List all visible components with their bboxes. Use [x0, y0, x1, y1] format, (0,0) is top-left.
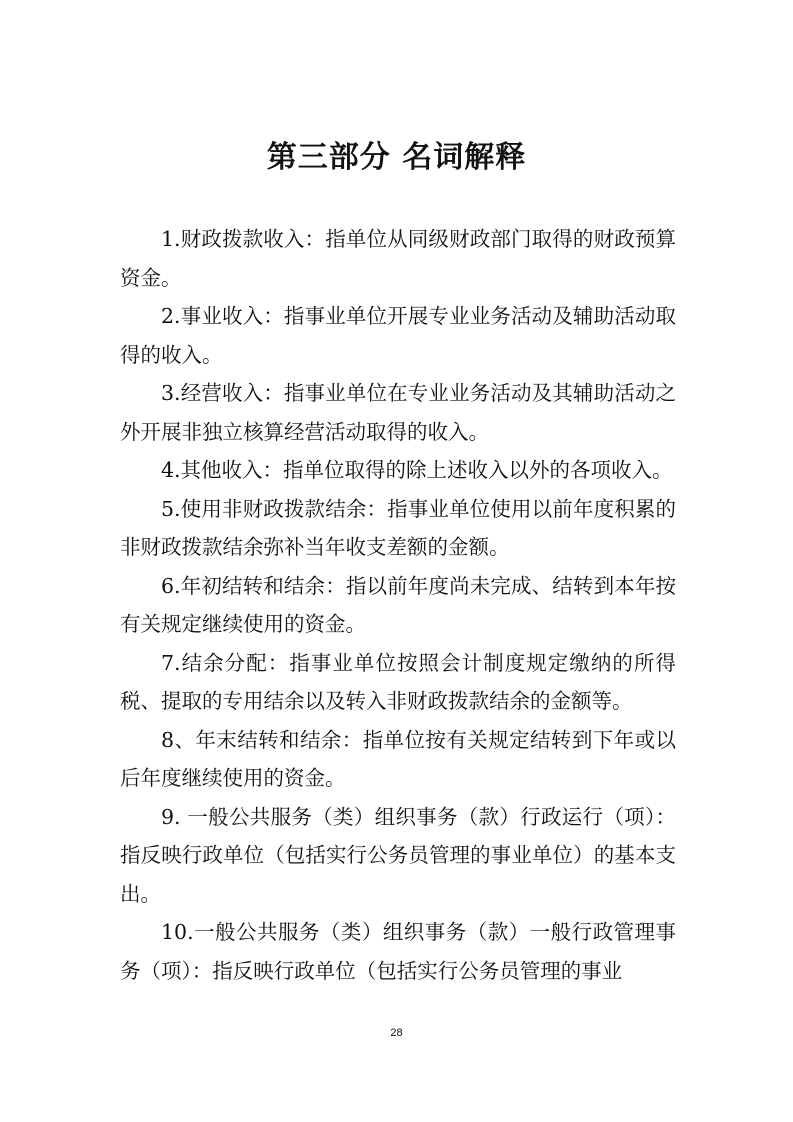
definition-item-9: 9. 一般公共服务（类）组织事务（款）行政运行（项）：指反映行政单位（包括实行公务员管理的事业单位）的基本支出。 [120, 804, 676, 906]
definition-item-7: 7.结余分配：指事业单位按照会计制度规定缴纳的所得税、提取的专用结余以及转入非财政拨款结余的金额等。 [120, 650, 676, 713]
page-number: 28 [390, 1027, 403, 1039]
definition-item-1: 1.财政拨款收入：指单位从同级财政部门取得的财政预算资金。 [120, 227, 676, 290]
definition-item-2: 2.事业收入：指事业单位开展专业业务活动及辅助活动取得的收入。 [120, 304, 676, 367]
definition-item-4: 4.其他收入：指单位取得的除上述收入以外的各项收入。 [161, 458, 673, 482]
definition-item-6: 6.年初结转和结余：指以前年度尚未完成、结转到本年按有关规定继续使用的资金。 [120, 573, 676, 636]
page-title: 第三部分 名词解释 [266, 140, 527, 175]
definition-item-5: 5.使用非财政拨款结余：指事业单位使用以前年度积累的非财政拨款结余弥补当年收支差额的金额。 [120, 496, 676, 559]
definition-item-8: 8、年末结转和结余：指单位按有关规定结转到下年或以后年度继续使用的资金。 [120, 727, 676, 790]
definitions-list [120, 220, 676, 990]
definition-item-3: 3.经营收入：指事业单位在专业业务活动及其辅助活动之外开展非独立核算经营活动取得的收入。 [120, 381, 676, 444]
definition-item-10: 10.一般公共服务（类）组织事务（款）一般行政管理事务（项）：指反映行政单位（包括实行公务员管理的事业 [120, 920, 676, 983]
